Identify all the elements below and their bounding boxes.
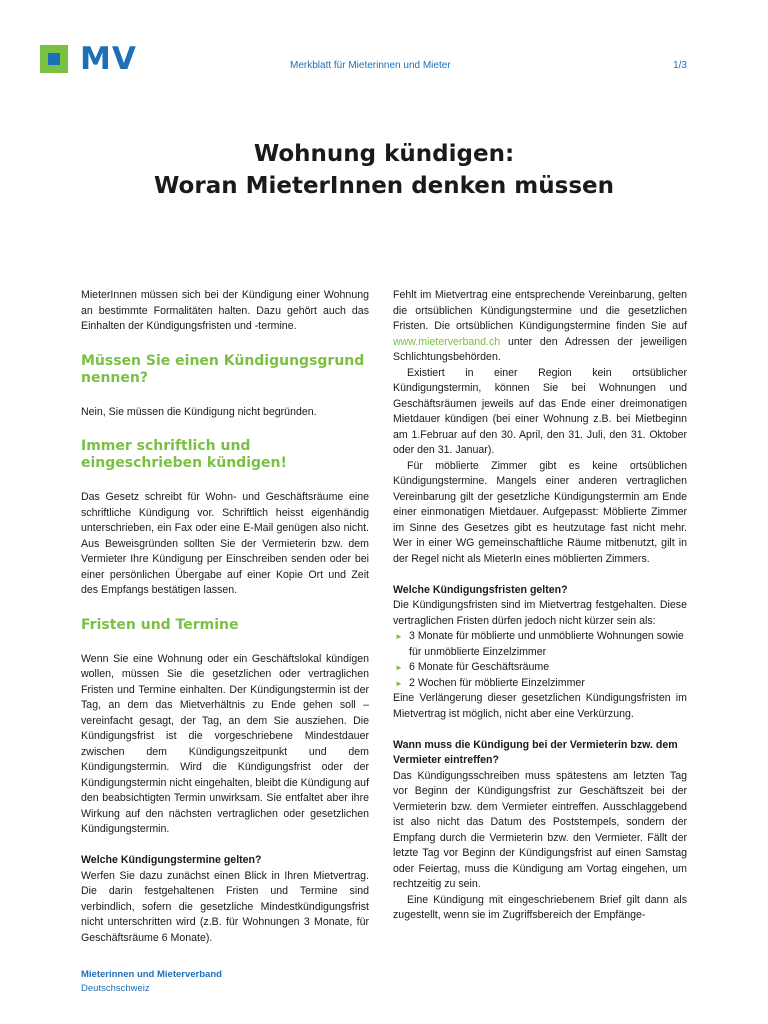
- page-number: 1/3: [673, 60, 687, 71]
- subheading-kuendigungstermine: Welche Kündigungstermine gelten?: [81, 854, 262, 866]
- heading-schriftlich: Immer schriftlich und eingeschrieben kündigen!: [81, 438, 287, 471]
- page-title: [0, 138, 768, 202]
- left-column: [81, 288, 369, 946]
- paragraph-moeblierte-zimmer: Für möblierte Zimmer gibt es keine ortsüblichen Kündigungstermine. Mangels einer anderen vertraglichen Vereinbarung gilt der gesetzliche Kündigungstermin am Ende einer einmonatigen Mietdauer. Aufgepasst: Möblierte Zimmer im Sinne des Gesetzes gibt es heutzutage fast nicht mehr. Wer in einer WG gemeinschaftliche Räume mitbenutzt, gilt in der Regel nicht als MieterIn eines möblierten Zimmers.: [393, 459, 687, 565]
- footer: [81, 968, 222, 996]
- paragraph-ortsueblich-text: Fehlt im Mietvertrag eine entsprechende Vereinbarung, gelten die ortsüblichen Kündigungstermine und die gesetzlichen Fristen. Die ortsüblichen Kündigungstermine finden Sie auf: [393, 289, 687, 332]
- list-item: ► 3 Monate für möblierte und unmöblierte Wohnungen sowie für unmöblierte Einzelzimmer: [393, 629, 687, 660]
- heading-fristen-termine: Fristen und Termine: [81, 616, 239, 633]
- paragraph-kuendigungsfristen: Die Kündigungsfristen sind im Mietvertrag festgehalten. Diese vertraglichen Fristen dürfen jedoch nicht kürzer sein als:: [393, 599, 687, 627]
- paragraph-ortsueblich-text-end: unter den Adressen der jeweiligen Schlichtungsbehörden.: [393, 335, 687, 363]
- intro-paragraph: MieterInnen müssen sich bei der Kündigung einer Wohnung an bestimmte Formalitäten halten. Dazu gehört auch das Einhalten der Kündigungsfristen und -termine.: [81, 289, 369, 332]
- subheading-eintreffen: Wann muss die Kündigung bei der Vermieterin bzw. dem Vermieter eintreffen?: [393, 738, 678, 766]
- paragraph-eintreffen: Das Kündigungsschreiben muss spätestens am letzten Tag vor Beginn der Kündigungsfrist zur Geschäftszeit bei der Vermieterin bzw. dem Vermieter eintreffen. Ausschlaggebend ist also nicht das Datum des Poststempels, sondern der Empfang durch die Vermieterin bzw. den Vermieter. Fällt der letzte Tag vor Beginn der Kündigungsfrist auf einen Samstag oder Feiertag, muss die Kündigung am Vortag eingehen, um rechtzeitig zu sein.: [393, 769, 687, 890]
- list-item: ► 6 Monate für Geschäftsräume: [393, 660, 687, 676]
- page-title-line-2: Woran MieterInnen denken müssen: [154, 173, 614, 199]
- list-item: ► 2 Wochen für möblierte Einzelzimmer: [393, 676, 687, 692]
- paragraph-fristen-termine: Wenn Sie eine Wohnung oder ein Geschäftslokal kündigen wollen, müssen Sie die gesetzlichen oder vertraglichen Fristen und Termine einhalten. Der Kündigungstermin ist der Tag, an dem das Mietverhältnis zu Ende gehen soll – vereinfacht gesagt, der Tag, an dem Sie ausziehen. Die Kündigungsfrist ist die vorgeschriebene Mindestdauer zwischen dem Kündigungszeitpunkt und dem Kündigungstermin. Wird die Kündigungsfrist oder der Kündigungstermin nicht eingehalten, bleibt die Kündigung auf den beabsichtigten Termin unwirksam. Sie entfaltet aber ihre Wirkung auf den nächsten vertraglichen oder gesetzlichen Kündigungstermin.: [81, 652, 370, 835]
- paragraph-einschreiben: Eine Kündigung mit eingeschriebenem Brief gilt dann als zugestellt, wenn sie im Zugriffsbereich der Empfänge-: [393, 893, 687, 921]
- page-title-line-1: Wohnung kündigen:: [253, 141, 515, 167]
- header-title: Merkblatt für Mieterinnen und Mieter: [290, 60, 451, 71]
- paragraph-schriftlich: Das Gesetz schreibt für Wohn- und Geschäftsräume eine schriftliche Kündigung vor. Schriftlich heisst eigenhändig unterschrieben, ein Fax oder eine E-Mail genügen also nicht. Aus Beweisgründen sollten Sie der Vermieterin bzw. dem Vermieter Ihre Kündigung per Einschreiben senden oder bei einer persönlichen Übergabe auf einer Kopie Ort und Zeit des Empfangs bestätigen lassen.: [81, 491, 369, 596]
- paragraph-ortsueblich: [393, 288, 687, 366]
- paragraph-verlaengerung: Eine Verlängerung dieser gesetzlichen Kündigungsfristen im Mietvertrag ist möglich, nicht aber eine Verkürzung.: [393, 692, 687, 720]
- paragraph-kuendigungstermine: Werfen Sie dazu zunächst einen Blick in Ihren Mietvertrag. Die darin festgehaltenen Fristen und Termine sind verbindlich, sofern die gesetzliche Mindestkündigungsfrist nicht unterschritten wird (z.B. für Wohnungen 3 Monate, für Geschäftsräume 6 Monate).: [81, 869, 369, 944]
- paragraph-kein-termin: Existiert in einer Region kein ortsüblicher Kündigungstermin, können Sie bei Wohnungen und Geschäftsräumen jeweils auf das Ende einer dreimonatigen Mietdauer kündigen (bei einer Wohnung z.B. bei Mietbeginn am 1.Februar auf den 30. April, den 31. Juli, den 31. Oktober oder den 31. Januar).: [393, 366, 687, 456]
- logo: [40, 41, 137, 77]
- right-column: [393, 288, 687, 924]
- logo-text: MV: [80, 41, 137, 77]
- paragraph-kuendigungsgrund: Nein, Sie müssen die Kündigung nicht begründen.: [81, 405, 317, 418]
- heading-kuendigungsgrund: Müssen Sie einen Kündigungsgrund nennen?: [81, 352, 365, 386]
- fristen-list: [393, 629, 687, 691]
- logo-square-icon: [40, 45, 68, 73]
- footer-organization: Mieterinnen und Mieterverband: [81, 969, 222, 980]
- mieterverband-link[interactable]: www.mieterverband.ch: [393, 335, 501, 348]
- footer-region: Deutschschweiz: [81, 983, 150, 994]
- subheading-kuendigungsfristen: Welche Kündigungsfristen gelten?: [393, 583, 568, 596]
